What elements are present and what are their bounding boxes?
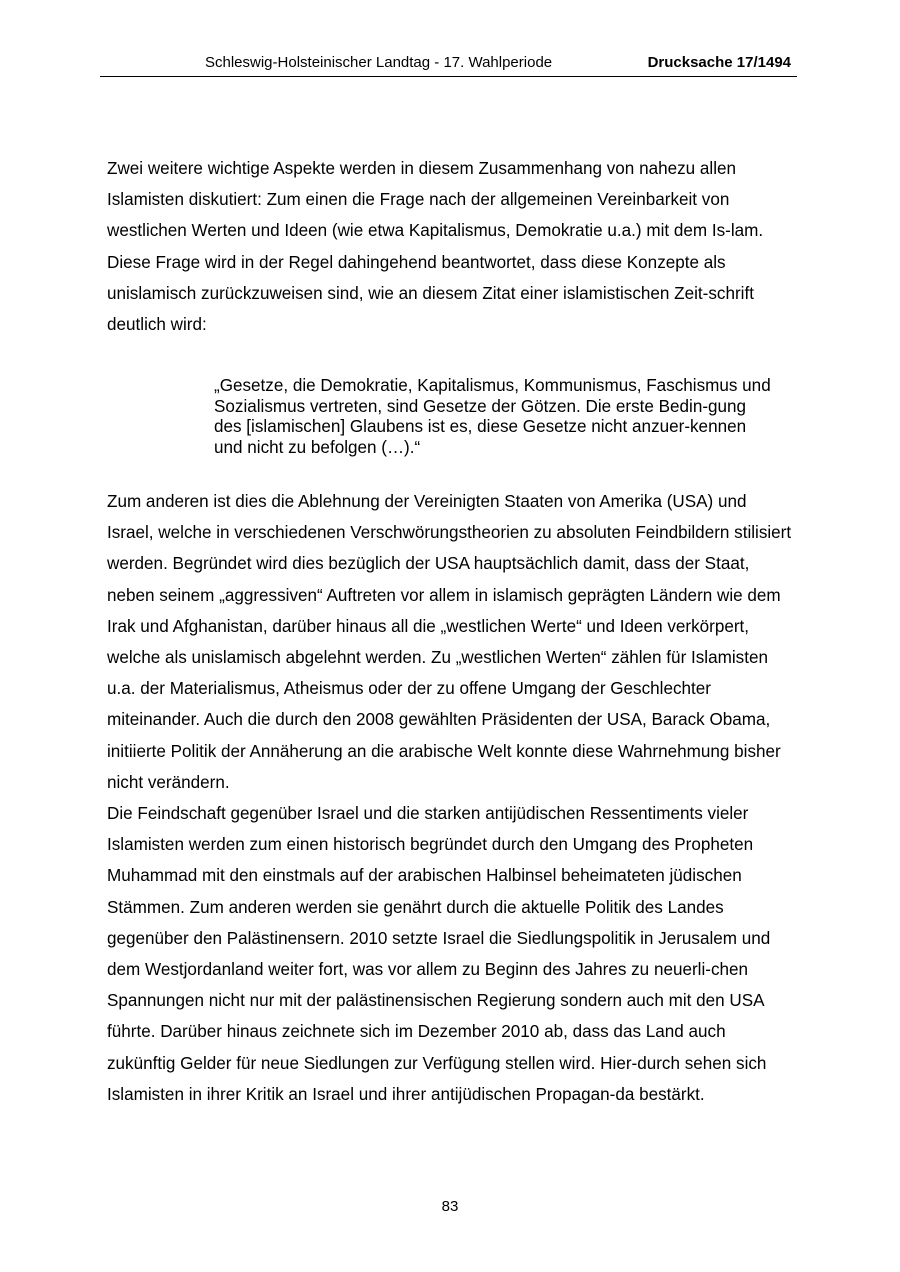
page-header: [100, 52, 797, 77]
body-paragraph-3: Die Feindschaft gegenüber Israel und die starken antijüdischen Ressentiments vieler Islamisten werden zum einen historisch begründet durch den Umgang des Propheten Muhammad mit den einstmals auf der arabischen Halbinsel beheimateten jüdischen Stämmen. Zum anderen werden sie genährt durch die aktuelle Politik des Landes gegenüber den Palästinensern. 2010 setzte Israel die Siedlungspolitik in Jerusalem und dem Westjordanland weiter fort, was vor allem zu Beginn des Jahres zu neuerli-chen Spannungen nicht nur mit der palästinensischen Regierung sondern auch mit den USA führte. Darüber hinaus zeichnete sich im Dezember 2010 ab, dass das Land auch zukünftig Gelder für neue Siedlungen zur Verfügung stellen wird. Hier-durch sehen sich Islamisten in ihrer Kritik an Israel und ihrer antijüdischen Propagan-da bestärkt.: [107, 804, 771, 1104]
page-number: 83: [441, 1198, 459, 1215]
header-title: Schleswig-Holsteinischer Landtag - 17. Wahlperiode: [205, 54, 553, 71]
document-number: Drucksache 17/1494: [647, 54, 791, 71]
body-paragraph-2: Zum anderen ist dies die Ablehnung der Vereinigten Staaten von Amerika (USA) und Israel, welche in verschiedenen Verschwörungstheorien zu absoluten Feindbildern stilisiert werden. Begründet wird dies bezüglich der USA hauptsächlich damit, dass der Staat, neben seinem „aggressiven“ Auftreten vor allem in islamisch geprägten Ländern wie dem Irak und Afghanistan, darüber hinaus all die „westlichen Werte“ und Ideen verkörpert, welche als unislamisch abgelehnt werden. Zu „westlichen Werten“ zählen für Islamisten u.a. der Materialismus, Atheismus oder der zu offene Umgang der Geschlechter miteinander. Auch die durch den 2008 gewählten Präsidenten der USA, Barack Obama, initiierte Politik der Annäherung an die arabische Welt konnte diese Wahrnehmung bisher nicht verändern.: [107, 492, 792, 792]
block-quote: „Gesetze, die Demokratie, Kapitalismus, Kommunismus, Faschismus und Sozialismus vertreten, sind Gesetze der Götzen. Die erste Bedin-gung des [islamischen] Glaubens ist es, diese Gesetze nicht anzuer-kennen und nicht zu befolgen (…).“: [214, 376, 771, 458]
body-paragraph-1: Zwei weitere wichtige Aspekte werden in diesem Zusammenhang von nahezu allen Islamisten diskutiert: Zum einen die Frage nach der allgemeinen Vereinbarkeit von westlichen Werten und Ideen (wie etwa Kapitalismus, Demokratie u.a.) mit dem Is-lam. Diese Frage wird in der Regel dahingehend beantwortet, dass diese Konzepte als unislamisch zurückzuweisen sind, wie an diesem Zitat einer islamistischen Zeit-schrift deutlich wird:: [107, 159, 764, 335]
